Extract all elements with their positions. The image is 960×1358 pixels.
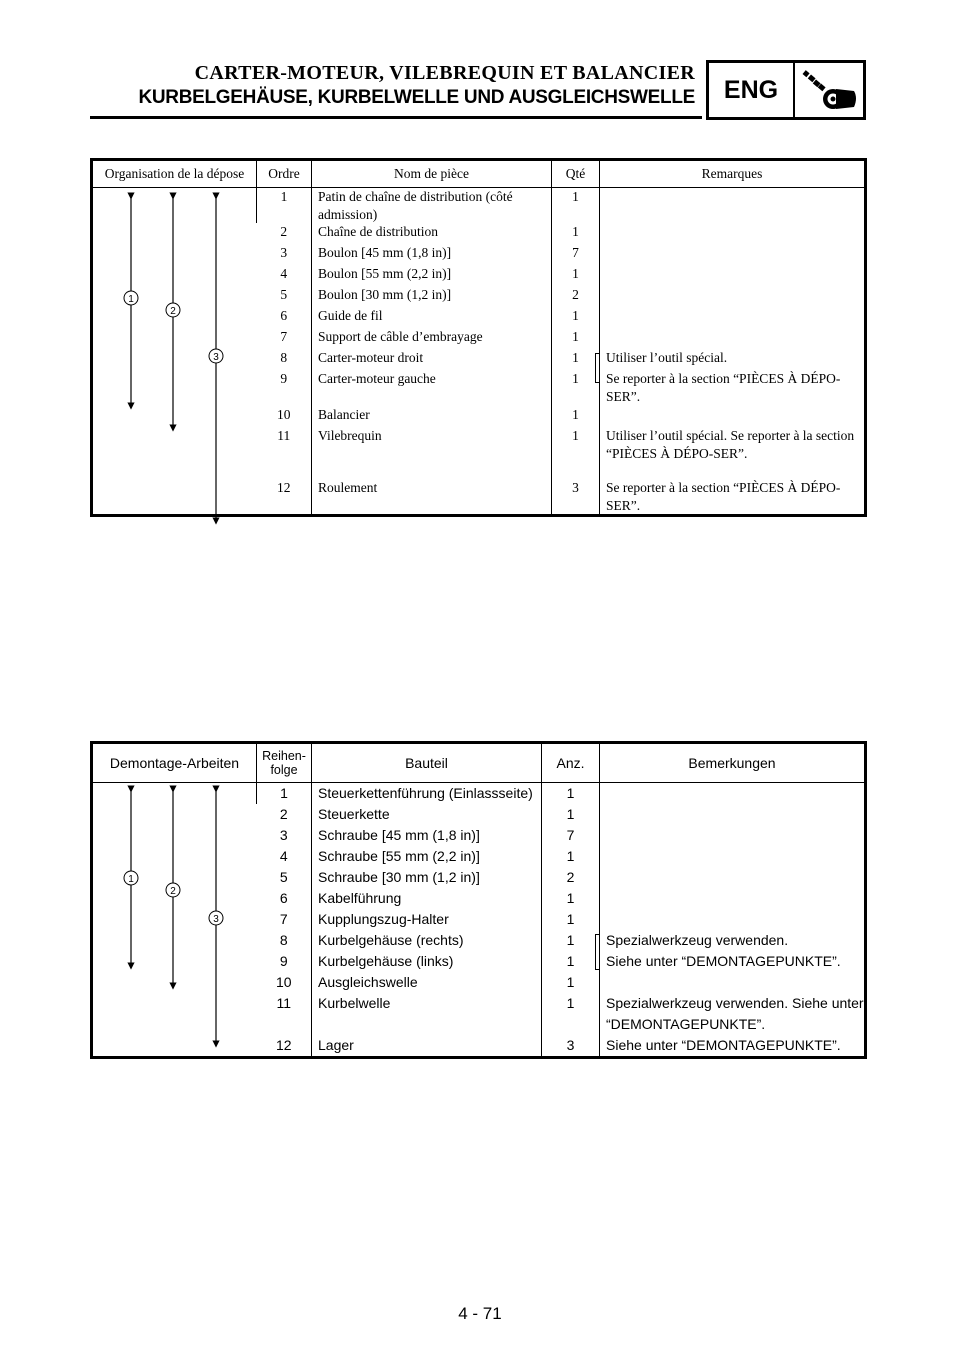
order-cell: 9 <box>279 953 288 969</box>
qty-cell: 1 <box>552 307 600 328</box>
remark-cell <box>600 349 866 370</box>
table-header-row <box>92 743 866 783</box>
section-badge <box>706 60 866 120</box>
qty-cell: 3 <box>552 479 600 516</box>
bracket-mark <box>595 353 600 383</box>
order-cell: 12 <box>277 480 291 496</box>
col-header: Ordre <box>257 160 312 188</box>
remark-cell: Spezialwerkzeug verwenden. Siehe unter “DEMONTAGEPUNKTE”. <box>600 993 866 1035</box>
qty-cell: 1 <box>542 804 600 825</box>
part-cell: Roulement <box>312 479 552 516</box>
remark-cell <box>600 783 866 805</box>
qty-cell: 1 <box>552 328 600 349</box>
table-header-row <box>92 160 866 188</box>
qty-cell: 1 <box>552 406 600 427</box>
engine-spring-icon <box>795 63 863 117</box>
remark-cell <box>600 846 866 867</box>
remark-cell <box>600 406 866 427</box>
part-cell: Kupplungszug-Halter <box>312 909 542 930</box>
order-cell: 3 <box>280 245 288 261</box>
col-header: Bemerkungen <box>600 743 866 783</box>
group-arrows-cell <box>92 188 257 516</box>
qty-cell: 2 <box>552 286 600 307</box>
group-label: 1 <box>128 294 134 305</box>
part-cell: Vilebrequin <box>312 427 552 479</box>
order-cell: 10 <box>275 974 292 990</box>
order-cell: 10 <box>277 407 291 423</box>
col-header: Organisation de la dépose <box>92 160 257 188</box>
part-cell: Ausgleichswelle <box>312 972 542 993</box>
order-cell: 7 <box>280 329 288 345</box>
part-cell: Patin de chaîne de distribution (côté admission) <box>312 188 552 224</box>
remark-cell <box>600 930 866 951</box>
qty-cell: 1 <box>542 888 600 909</box>
order-cell: 2 <box>280 224 288 240</box>
table-row <box>92 783 866 805</box>
part-cell: Schraube [30 mm (1,2 in)] <box>312 867 542 888</box>
group-arrows <box>93 783 258 1051</box>
remark-cell <box>600 867 866 888</box>
part-cell: Kurbelwelle <box>312 993 542 1035</box>
remark-cell <box>600 328 866 349</box>
qty-cell: 1 <box>552 370 600 406</box>
remark-cell: Utiliser l’outil spécial. Se reporter à la section “PIÈCES À DÉPO-SER”. <box>600 427 866 479</box>
part-cell: Steuerkette <box>312 804 542 825</box>
remark-cell: Se reporter à la section “PIÈCES À DÉPO-SER”. <box>600 479 866 516</box>
col-header: Qté <box>552 160 600 188</box>
qty-cell: 7 <box>552 244 600 265</box>
group-label: 2 <box>170 886 176 897</box>
remark-cell <box>600 825 866 846</box>
qty-cell: 1 <box>552 188 600 224</box>
part-cell: Balancier <box>312 406 552 427</box>
group-label: 2 <box>170 306 176 317</box>
remark-cell <box>600 188 866 224</box>
order-cell: 4 <box>279 848 288 864</box>
qty-cell: 1 <box>552 349 600 370</box>
qty-cell: 1 <box>542 909 600 930</box>
bracket-mark <box>595 934 600 970</box>
removal-table-fr <box>90 158 867 517</box>
qty-cell: 1 <box>552 427 600 479</box>
qty-cell: 1 <box>542 846 600 867</box>
qty-cell: 2 <box>542 867 600 888</box>
part-cell: Steuerkettenführung (Einlassseite) <box>312 783 542 805</box>
part-cell: Support de câble d’embrayage <box>312 328 552 349</box>
col-header: Nom de pièce <box>312 160 552 188</box>
qty-cell: 1 <box>552 265 600 286</box>
remark-cell: Siehe unter “DEMONTAGEPUNKTE”. <box>600 951 866 972</box>
order-cell: 11 <box>277 428 291 444</box>
part-cell: Kabelführung <box>312 888 542 909</box>
order-cell: 6 <box>280 308 288 324</box>
order-cell: 3 <box>279 827 288 843</box>
remark-text: Spezialwerkzeug verwenden. <box>606 932 789 948</box>
qty-cell: 3 <box>542 1035 600 1058</box>
col-header: Reihen-folge <box>257 743 312 783</box>
part-cell: Boulon [45 mm (1,8 in)] <box>312 244 552 265</box>
order-cell: 8 <box>279 932 288 948</box>
part-cell: Guide de fil <box>312 307 552 328</box>
table-row <box>92 188 866 224</box>
part-cell: Schraube [55 mm (2,2 in)] <box>312 846 542 867</box>
remark-cell <box>600 286 866 307</box>
qty-cell: 1 <box>552 223 600 244</box>
order-cell: 5 <box>280 287 288 303</box>
order-cell: 4 <box>280 266 288 282</box>
remark-cell: Siehe unter “DEMONTAGEPUNKTE”. <box>600 1035 866 1058</box>
order-cell: 1 <box>257 188 312 224</box>
remark-cell <box>600 888 866 909</box>
remark-cell <box>600 223 866 244</box>
remark-cell <box>600 244 866 265</box>
remark-cell <box>600 265 866 286</box>
remark-text: Utiliser l’outil spécial. <box>606 350 728 366</box>
group-arrows <box>93 188 258 528</box>
qty-cell: 1 <box>542 783 600 805</box>
part-cell: Kurbelgehäuse (rechts) <box>312 930 542 951</box>
removal-table-de <box>90 741 867 1059</box>
qty-cell: 1 <box>542 930 600 951</box>
page-title-fr: CARTER-MOTEUR, VILEBREQUIN ET BALANCIER <box>194 62 695 84</box>
qty-cell: 1 <box>542 972 600 993</box>
part-cell: Schraube [45 mm (1,8 in)] <box>312 825 542 846</box>
order-cell: 6 <box>279 890 288 906</box>
remark-cell <box>600 909 866 930</box>
group-label: 1 <box>128 874 134 885</box>
page-number: 4 - 71 <box>458 1304 502 1323</box>
group-label: 3 <box>213 914 219 925</box>
part-cell: Carter-moteur gauche <box>312 370 552 406</box>
remark-cell <box>600 972 866 993</box>
qty-cell: 7 <box>542 825 600 846</box>
qty-cell: 1 <box>542 951 600 972</box>
order-cell: 7 <box>279 911 288 927</box>
part-cell: Boulon [55 mm (2,2 in)] <box>312 265 552 286</box>
remark-cell <box>600 307 866 328</box>
order-cell: 12 <box>275 1037 292 1053</box>
order-cell: 11 <box>276 995 292 1011</box>
group-label: 3 <box>213 352 219 363</box>
group-arrows-cell <box>92 783 257 1058</box>
header-rule <box>90 116 702 119</box>
part-cell: Lager <box>312 1035 542 1058</box>
part-cell: Kurbelgehäuse (links) <box>312 951 542 972</box>
part-cell: Carter-moteur droit <box>312 349 552 370</box>
col-header: Remarques <box>600 160 866 188</box>
order-cell: 2 <box>279 806 288 822</box>
remark-cell <box>600 804 866 825</box>
part-cell: Boulon [30 mm (1,2 in)] <box>312 286 552 307</box>
qty-cell: 1 <box>542 993 600 1035</box>
col-header: Anz. <box>542 743 600 783</box>
remark-cell: Se reporter à la section “PIÈCES À DÉPO-SER”. <box>600 370 866 406</box>
col-header: Demontage-Arbeiten <box>92 743 257 783</box>
badge-label: ENG <box>709 63 795 117</box>
order-cell: 9 <box>280 371 288 387</box>
page-title-de: KURBELGEHÄUSE, KURBELWELLE UND AUSGLEICHSWELLE <box>138 87 695 108</box>
order-cell: 1 <box>257 783 312 805</box>
col-header: Bauteil <box>312 743 542 783</box>
order-cell: 5 <box>279 869 288 885</box>
order-cell: 8 <box>280 350 288 366</box>
part-cell: Chaîne de distribution <box>312 223 552 244</box>
